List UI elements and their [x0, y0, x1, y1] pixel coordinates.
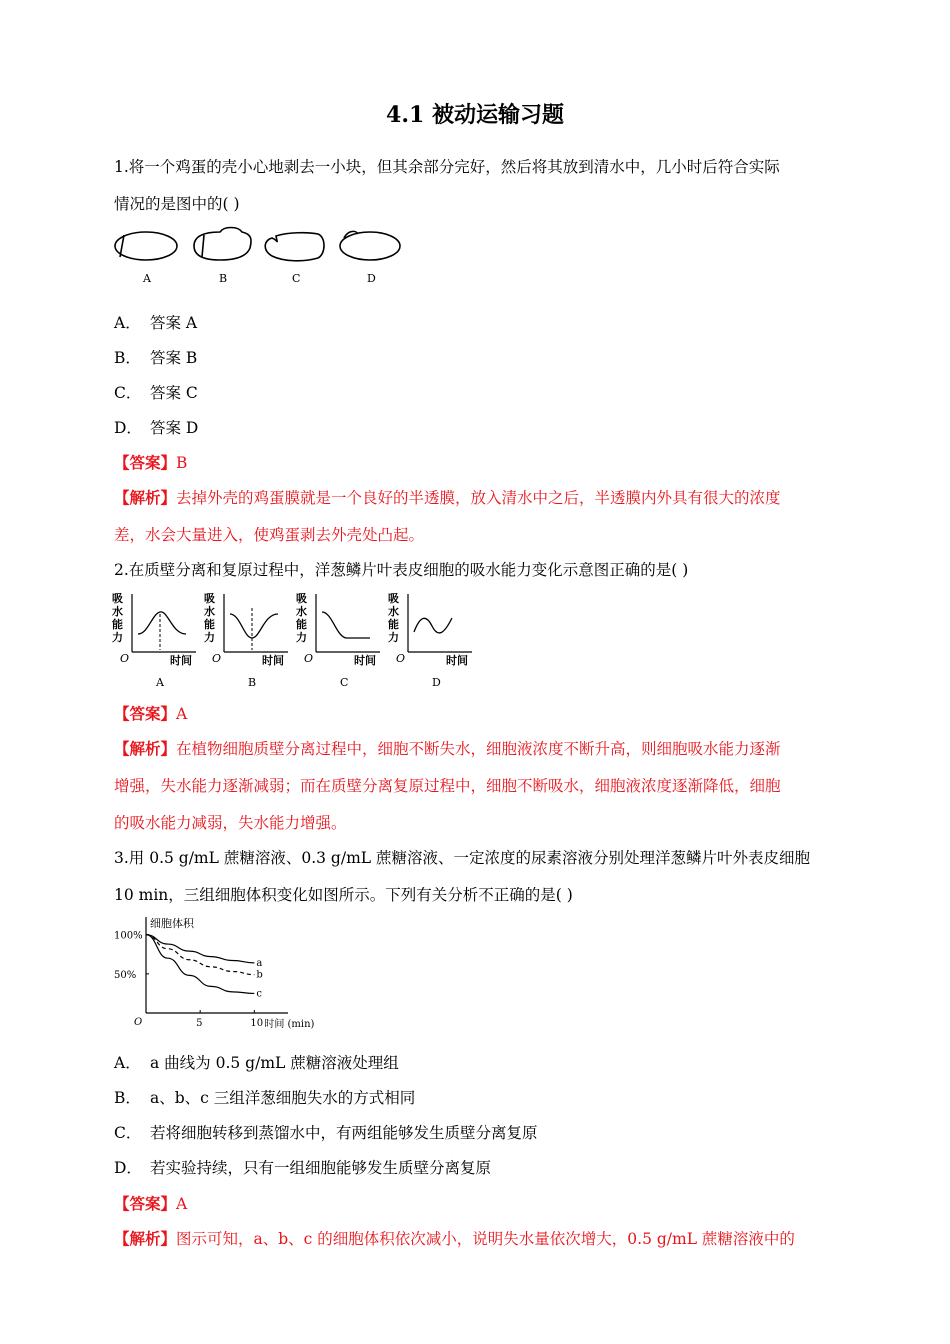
q2-ylabel-char: 水: [296, 605, 307, 618]
y-tick-label: 50%: [114, 969, 137, 981]
q2-analysis-line2: 增强，失水能力逐渐减弱；而在质壁分离复原过程中，细胞不断吸水，细胞液浓度逐渐降低，细胞: [114, 777, 781, 795]
q1-stem-line1: 1.将一个鸡蛋的壳小心地剥去一小块，但其余部分完好，然后将其放到清水中，几小时后符合实际: [114, 158, 780, 176]
egg-label-a: A: [143, 272, 151, 285]
q2-xlabel: 时间: [262, 654, 284, 667]
q2-ylabel-char: 水: [204, 605, 215, 618]
q1-analysis-line1: 【解析】去掉外壳的鸡蛋膜就是一个良好的半透膜，放入清水中之后，半透膜内外具有很大的浓度: [114, 488, 781, 507]
q2-graph-c: [296, 591, 380, 689]
q2-graph-label: A: [156, 676, 164, 689]
q3-cell-volume-chart: [112, 913, 315, 1033]
q1-option-c: C． 答案 C: [114, 384, 198, 402]
q3-option-a: A． a 曲线为 0.5 g/mL 蔗糖溶液处理组: [114, 1054, 399, 1072]
q2-xlabel: 时间: [170, 654, 192, 667]
q2-analysis-line3: 的吸水能力减弱，失水能力增强。: [114, 814, 347, 832]
q2-ylabel-char: 力: [112, 631, 123, 644]
q2-ylabel-char: 能: [296, 618, 307, 631]
q2-stem: 2.在质壁分离和复原过程中，洋葱鳞片叶表皮细胞的吸水能力变化示意图正确的是( ): [114, 561, 689, 579]
q3-option-d: D． 若实验持续，只有一组细胞能够发生质壁分离复原: [114, 1159, 492, 1177]
q2-origin: O: [396, 652, 406, 665]
q2-ylabel-char: 水: [388, 605, 399, 618]
q3-option-b: B． a、b、c 三组洋葱细胞失水的方式相同: [114, 1089, 416, 1107]
egg-d: [340, 231, 400, 260]
q2-ylabel-char: 吸: [204, 592, 215, 605]
series-line-a: [146, 935, 254, 963]
q2-ylabel-char: 力: [388, 631, 399, 644]
egg-label-b: B: [219, 272, 228, 285]
q2-curve: [230, 614, 278, 638]
q2-ylabel-char: 吸: [112, 592, 123, 605]
q3-stem-line2: 10 min，三组细胞体积变化如图所示。下列有关分析不正确的是( ): [114, 886, 573, 904]
q2-graph-d: [388, 591, 472, 689]
q2-graph-label: C: [340, 676, 349, 689]
egg-a: [115, 232, 177, 260]
q2-graph-figure: [112, 590, 482, 690]
q2-ylabel-char: 能: [204, 618, 215, 631]
q1-option-b: B． 答案 B: [114, 349, 198, 367]
q2-curve: [138, 612, 186, 634]
egg-c: [265, 233, 324, 261]
q2-ylabel-char: 力: [204, 631, 215, 644]
q2-answer: 【答案】A: [114, 704, 188, 723]
q2-curve: [322, 612, 370, 638]
q2-xlabel: 时间: [446, 654, 468, 667]
q2-ylabel-char: 吸: [296, 592, 307, 605]
egg-label-c: C: [292, 272, 301, 285]
q2-origin: O: [212, 652, 222, 665]
chart-title: 细胞体积: [150, 917, 194, 930]
x-tick-label: 5: [196, 1018, 203, 1029]
q2-xlabel: 时间: [354, 654, 376, 667]
q3-analysis-line1: 【解析】图示可知，a、b、c 的细胞体积依次减小，说明失水量依次增大，0.5 g/mL 蔗糖溶液中的: [114, 1229, 795, 1248]
egg-label-d: D: [367, 272, 376, 285]
q1-answer: 【答案】B: [114, 453, 188, 472]
q2-ylabel-char: 水: [112, 605, 123, 618]
q2-graph-label: B: [248, 676, 257, 689]
q2-graph-label: D: [432, 676, 441, 689]
q2-origin: O: [304, 652, 314, 665]
series-label-b: b: [256, 969, 263, 981]
q1-option-a: A． 答案 A: [114, 314, 198, 332]
y-tick-label: 100%: [114, 930, 143, 942]
q3-stem-line1: 3.用 0.5 g/mL 蔗糖溶液、0.3 g/mL 蔗糖溶液、一定浓度的尿素溶液分别处理洋葱鳞片叶外表皮细胞: [114, 849, 810, 867]
q1-analysis-line2: 差，水会大量进入，使鸡蛋剥去外壳处凸起。: [114, 526, 425, 544]
q2-graph-b: [204, 591, 288, 689]
series-label-a: a: [256, 957, 263, 969]
q1-stem-line2: 情况的是图中的( ): [114, 195, 240, 213]
q2-curve: [414, 618, 452, 633]
q2-ylabel-char: 能: [388, 618, 399, 631]
q1-egg-figure: [112, 226, 412, 288]
series-line-b: [146, 935, 254, 975]
x-tick-label: 10: [250, 1018, 264, 1029]
q2-origin: O: [120, 652, 130, 665]
page-title: 4.1 被动运输习题: [386, 102, 564, 128]
chart-xlabel: 时间 (min): [264, 1019, 315, 1030]
q2-ylabel-char: 力: [296, 631, 307, 644]
q3-option-c: C． 若将细胞转移到蒸馏水中，有两组能够发生质壁分离复原: [114, 1124, 538, 1142]
q2-ylabel-char: 能: [112, 618, 123, 631]
series-label-c: c: [256, 988, 262, 1000]
q2-ylabel-char: 吸: [388, 592, 399, 605]
egg-b: [194, 228, 251, 261]
q2-analysis-line1: 【解析】在植物细胞质壁分离过程中，细胞不断失水，细胞液浓度不断升高，则细胞吸水能力逐渐: [114, 739, 781, 758]
q3-answer: 【答案】A: [114, 1194, 188, 1213]
q2-graph-a: [112, 591, 196, 689]
chart-origin: O: [134, 1017, 143, 1028]
q1-option-d: D． 答案 D: [114, 419, 199, 437]
